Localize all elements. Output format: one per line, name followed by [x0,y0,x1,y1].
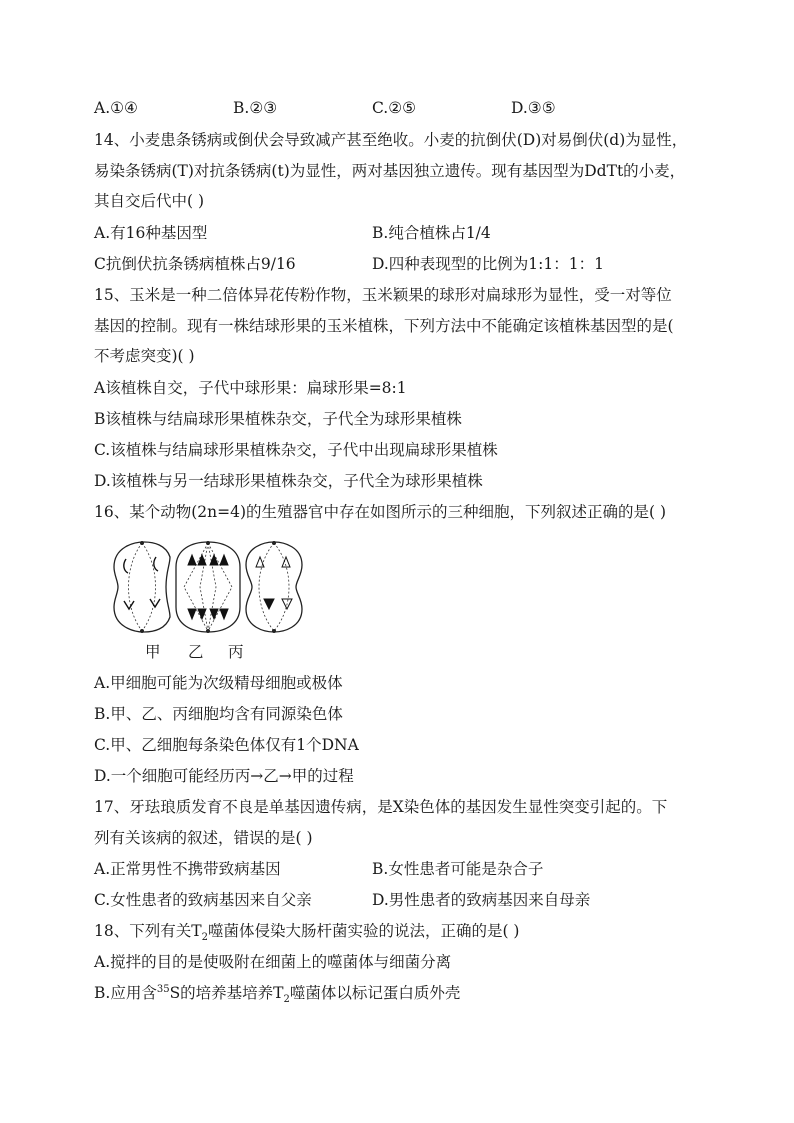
q14-option-b: B.纯合植株占1/4 [372,224,491,242]
q17-stem-line-2: 列有关该病的叙述，错误的是( ) [94,829,313,847]
q15-option-d: D.该植株与另一结球形果植株杂交，子代全为球形果植株 [94,472,483,490]
chromosome [124,601,134,609]
q17-option-b: B.女性患者可能是杂合子 [372,860,544,878]
chromosome [124,559,128,573]
q16-option-d: D.一个细胞可能经历丙→乙→甲的过程 [94,767,354,785]
q15-option-a: A该植株自交，子代中球形果：扁球形果=8:1 [94,379,407,397]
figure-label-yi: 乙 [188,643,204,661]
q16-option-c: C.甲、乙细胞每条染色体仅有1个DNA [94,736,359,754]
q14-stem-line-2: 易染条锈病(T)对抗条锈病(t)为显性，两对基因独立遗传。现有基因型为DdTt的小麦， [94,162,686,180]
q15-stem-line-1: 15、玉米是一种二倍体异花传粉作物，玉米颖果的球形对扁球形为显性，受一对等位 [94,286,672,304]
q13-option-b: B.②③ [233,99,278,117]
chromosome [188,555,196,565]
chromosome [264,599,274,609]
q17-option-d: D.男性患者的致病基因来自母亲 [372,891,591,909]
q18-option-b: B.应用含$^{35}$S的培养基培养$T_2$噬菌体以标记蛋白质外壳 [94,983,461,1006]
q13-option-a: A.①④ [94,99,138,117]
q16-stem: 16、某个动物(2n=4)的生殖器官中存在如图所示的三种细胞，下列叙述正确的是( ) [94,503,667,521]
chromosome [188,609,196,619]
figure-label-jia: 甲 [145,643,161,661]
q15-option-b: B该植株与结扁球形果植株杂交，子代全为球形果植株 [94,410,462,428]
cell-jia-membrane [114,542,170,632]
figure-label-bing: 丙 [228,643,244,661]
q14-option-d: D.四种表现型的比例为1:1：1：1 [372,255,604,273]
chromosome [220,555,228,565]
q14-option-a: A.有16种基因型 [94,224,208,242]
q13-option-c: C.②⑤ [372,99,417,117]
cell-bing-membrane [246,542,302,632]
q18-stem: 18、下列有关$T_2$噬菌体侵染大肠杆菌实验的说法，正确的是( ) [94,922,520,944]
q16-option-b: B.甲、乙、丙细胞均含有同源染色体 [94,705,343,723]
cell-division-figure [104,537,314,637]
cell-yi-membrane [176,542,240,632]
q17-option-a: A.正常男性不携带致病基因 [94,860,281,878]
q16-option-a: A.甲细胞可能为次级精母细胞或极体 [94,674,343,692]
q14-stem-line-3: 其自交后代中( ) [94,192,205,210]
chromosome [154,557,158,571]
chromosome [150,599,160,607]
q13-option-d: D.③⑤ [511,99,556,117]
q18-option-a: A.搅拌的目的是使吸附在细菌上的噬菌体与细菌分离 [94,953,452,971]
spindle-jia [129,543,156,631]
q17-stem-line-1: 17、牙珐琅质发育不良是单基因遗传病，是X染色体的基因发生显性突变引起的。下 [94,798,668,816]
chromosome [256,557,264,567]
q14-stem-line-1: 14、小麦患条锈病或倒伏会导致减产甚至绝收。小麦的抗倒伏(D)对易倒伏(d)为显性， [94,131,688,149]
q17-option-c: C.女性患者的致病基因来自父亲 [94,891,312,909]
q15-stem-line-2: 基因的控制。现有一株结球形果的玉米植株，下列方法中不能确定该植株基因型的是( [94,317,674,335]
chromosome [220,609,228,619]
q14-option-c: C抗倒伏抗条锈病植株占9/16 [94,255,296,273]
spindle-bing [259,543,289,631]
q15-option-c: C.该植株与结扁球形果植株杂交，子代中出现扁球形果植株 [94,441,498,459]
q15-stem-line-3: 不考虑突变)( ) [94,347,195,365]
